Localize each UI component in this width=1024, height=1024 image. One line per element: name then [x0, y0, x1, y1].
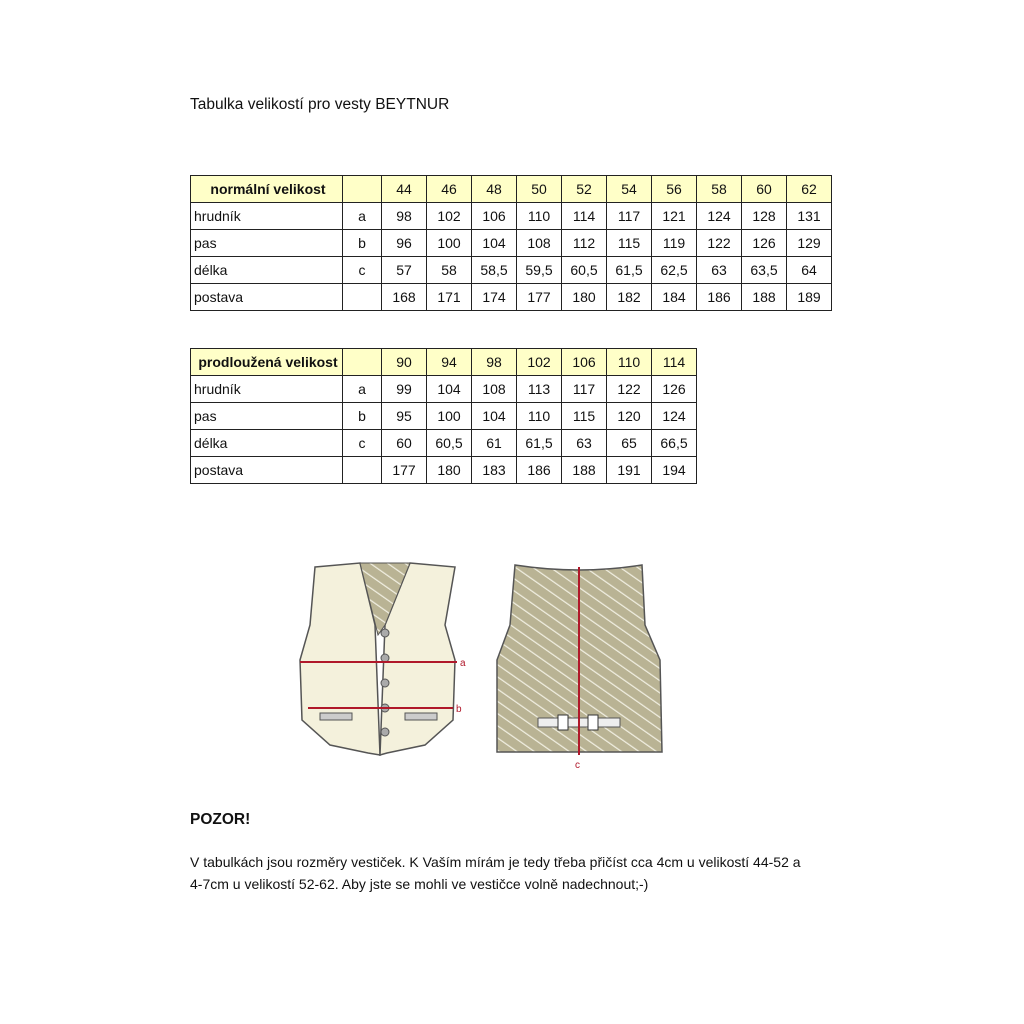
table-cell: 115: [562, 403, 607, 430]
row-label: hrudník: [191, 376, 343, 403]
size-header: 54: [607, 176, 652, 203]
row-label: pas: [191, 230, 343, 257]
table-cell: 61: [472, 430, 517, 457]
table-cell: 122: [697, 230, 742, 257]
header-blank: [343, 176, 382, 203]
header-row: [191, 349, 697, 376]
table-cell: 98: [382, 203, 427, 230]
table-cell: 117: [562, 376, 607, 403]
table-cell: 177: [517, 284, 562, 311]
table-cell: 180: [427, 457, 472, 484]
table-cell: 64: [787, 257, 832, 284]
table-cell: 186: [517, 457, 562, 484]
table-row: [191, 230, 832, 257]
table-cell: 180: [562, 284, 607, 311]
table-cell: 168: [382, 284, 427, 311]
row-label: postava: [191, 284, 343, 311]
table-cell: 122: [607, 376, 652, 403]
table-cell: 188: [742, 284, 787, 311]
table-row: [191, 257, 832, 284]
table-cell: 59,5: [517, 257, 562, 284]
table-cell: 114: [562, 203, 607, 230]
table-cell: 108: [472, 376, 517, 403]
size-header: 60: [742, 176, 787, 203]
size-header: 62: [787, 176, 832, 203]
header-label: normální velikost: [191, 176, 343, 203]
table-cell: 99: [382, 376, 427, 403]
table-cell: 126: [652, 376, 697, 403]
table-cell: 174: [472, 284, 517, 311]
table-cell: 110: [517, 203, 562, 230]
table-cell: 115: [607, 230, 652, 257]
table-cell: 57: [382, 257, 427, 284]
header-row: [191, 176, 832, 203]
row-letter: [343, 457, 382, 484]
table-cell: 63: [697, 257, 742, 284]
table-cell: 58: [427, 257, 472, 284]
table-row: [191, 457, 697, 484]
vest-front: [300, 563, 457, 755]
size-header: 98: [472, 349, 517, 376]
size-header: 94: [427, 349, 472, 376]
header-label: prodloužená velikost: [191, 349, 343, 376]
table-cell: 126: [742, 230, 787, 257]
row-label: délka: [191, 430, 343, 457]
size-header: 114: [652, 349, 697, 376]
row-letter: c: [343, 430, 382, 457]
table-cell: 131: [787, 203, 832, 230]
size-header: 46: [427, 176, 472, 203]
table-cell: 60,5: [427, 430, 472, 457]
size-header: 106: [562, 349, 607, 376]
table-row: [191, 203, 832, 230]
table-cell: 112: [562, 230, 607, 257]
table-cell: 129: [787, 230, 832, 257]
table-cell: 188: [562, 457, 607, 484]
table-cell: 124: [652, 403, 697, 430]
row-label: délka: [191, 257, 343, 284]
table-cell: 124: [697, 203, 742, 230]
table-cell: 120: [607, 403, 652, 430]
row-label: hrudník: [191, 203, 343, 230]
table-cell: 194: [652, 457, 697, 484]
label-c: c: [575, 760, 580, 771]
notice-line-2: 4-7cm u velikostí 52-62. Aby jste se mohli ve vestičce volně nadechnout;-): [190, 876, 649, 892]
table-cell: 128: [742, 203, 787, 230]
row-label: postava: [191, 457, 343, 484]
vest-back: [497, 565, 662, 755]
table-row: [191, 376, 697, 403]
label-a: a: [460, 658, 466, 669]
header-blank: [343, 349, 382, 376]
table-cell: 183: [472, 457, 517, 484]
table-cell: 65: [607, 430, 652, 457]
size-header: 58: [697, 176, 742, 203]
table-cell: 177: [382, 457, 427, 484]
size-header: 52: [562, 176, 607, 203]
table-cell: 66,5: [652, 430, 697, 457]
table-cell: 96: [382, 230, 427, 257]
table-cell: 171: [427, 284, 472, 311]
table-cell: 110: [517, 403, 562, 430]
notice-line-1: V tabulkách jsou rozměry vestiček. K Vaším mírám je tedy třeba přičíst cca 4cm u velikostí 44-52 a: [190, 854, 801, 870]
table-cell: 119: [652, 230, 697, 257]
table-cell: 184: [652, 284, 697, 311]
size-header: 102: [517, 349, 562, 376]
size-header: 56: [652, 176, 697, 203]
table-cell: 63: [562, 430, 607, 457]
row-letter: b: [343, 230, 382, 257]
size-header: 110: [607, 349, 652, 376]
table-cell: 104: [427, 376, 472, 403]
table-cell: 182: [607, 284, 652, 311]
row-letter: c: [343, 257, 382, 284]
long-size-table: [190, 348, 697, 484]
size-header: 44: [382, 176, 427, 203]
table-row: [191, 284, 832, 311]
row-letter: b: [343, 403, 382, 430]
table-cell: 189: [787, 284, 832, 311]
size-header: 90: [382, 349, 427, 376]
table-cell: 58,5: [472, 257, 517, 284]
size-header: 50: [517, 176, 562, 203]
row-label: pas: [191, 403, 343, 430]
row-letter: a: [343, 203, 382, 230]
table-cell: 95: [382, 403, 427, 430]
table-cell: 113: [517, 376, 562, 403]
table-cell: 121: [652, 203, 697, 230]
table-cell: 117: [607, 203, 652, 230]
table-cell: 61,5: [607, 257, 652, 284]
row-letter: [343, 284, 382, 311]
table-cell: 191: [607, 457, 652, 484]
size-header: 48: [472, 176, 517, 203]
table-cell: 61,5: [517, 430, 562, 457]
table-cell: 60,5: [562, 257, 607, 284]
table-cell: 102: [427, 203, 472, 230]
notice-text: [190, 851, 840, 895]
normal-size-table: [190, 175, 832, 311]
table-cell: 104: [472, 230, 517, 257]
notice-heading: POZOR!: [190, 811, 251, 828]
table-cell: 63,5: [742, 257, 787, 284]
row-letter: a: [343, 376, 382, 403]
table-cell: 106: [472, 203, 517, 230]
table-cell: 108: [517, 230, 562, 257]
table-cell: 60: [382, 430, 427, 457]
table-row: [191, 430, 697, 457]
table-cell: 104: [472, 403, 517, 430]
table-row: [191, 403, 697, 430]
table-cell: 100: [427, 230, 472, 257]
page-title: Tabulka velikostí pro vesty BEYTNUR: [190, 96, 450, 113]
label-b: b: [456, 704, 462, 715]
vest-diagram: [270, 555, 690, 785]
table-cell: 62,5: [652, 257, 697, 284]
table-cell: 100: [427, 403, 472, 430]
table-cell: 186: [697, 284, 742, 311]
